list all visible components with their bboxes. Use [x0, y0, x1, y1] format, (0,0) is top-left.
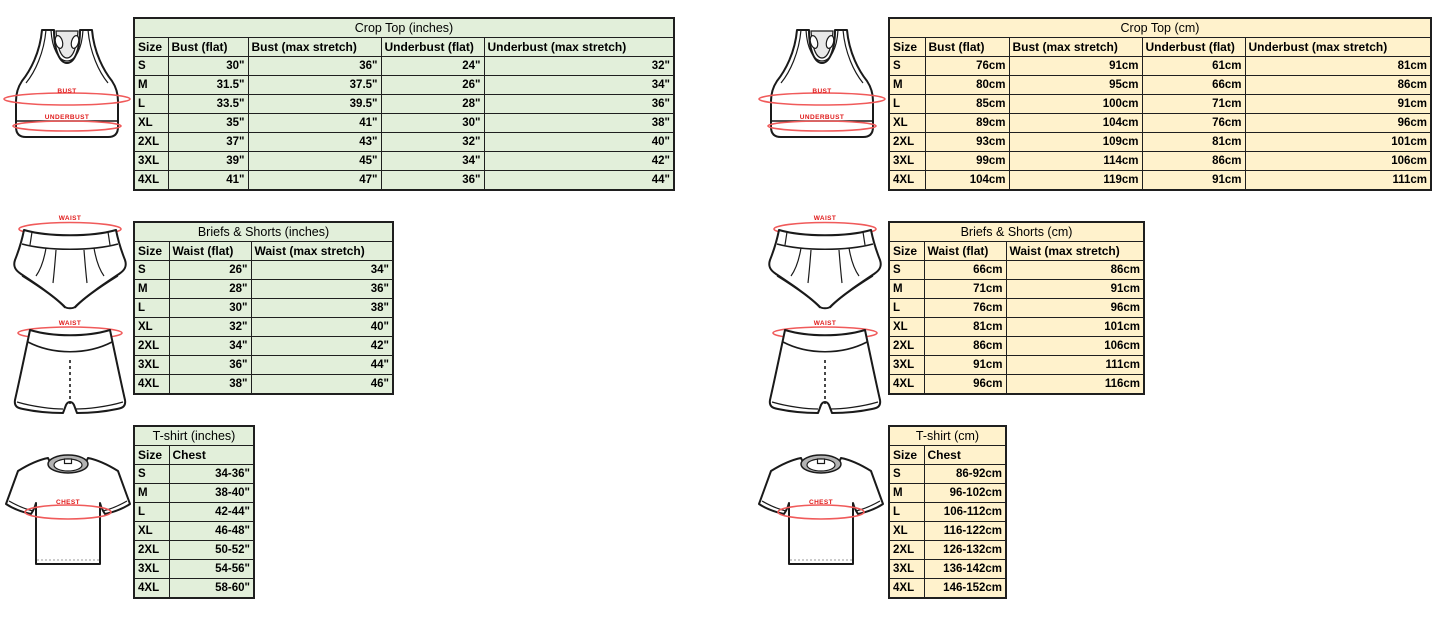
- column-header: Waist (flat): [924, 242, 1006, 261]
- column-header: Size: [889, 446, 924, 465]
- column-header: Underbust (flat): [1142, 38, 1245, 57]
- value-cell: 38-40": [169, 484, 254, 503]
- table-row: [889, 318, 1144, 337]
- table-row: [134, 95, 674, 114]
- value-cell: 36": [251, 280, 393, 299]
- value-cell: 28": [381, 95, 484, 114]
- value-cell: 46-48": [169, 522, 254, 541]
- table-title-row: [134, 18, 674, 38]
- table-row: [889, 541, 1006, 560]
- table-row: [889, 465, 1006, 484]
- table-title-row: [134, 426, 254, 446]
- shorts-outline: [770, 330, 880, 413]
- column-header: Chest: [924, 446, 1006, 465]
- table-row: [134, 261, 393, 280]
- table-title: Briefs & Shorts (inches): [134, 222, 393, 242]
- crop-top-illustration: [2, 27, 132, 141]
- table-row: [134, 503, 254, 522]
- size-cell: 2XL: [889, 133, 925, 152]
- value-cell: 80cm: [925, 76, 1009, 95]
- column-header: Size: [134, 38, 168, 57]
- value-cell: 36": [169, 356, 251, 375]
- table-row: [134, 152, 674, 171]
- bust-label: BUST: [812, 88, 832, 95]
- value-cell: 71cm: [1142, 95, 1245, 114]
- value-cell: 32": [484, 57, 674, 76]
- value-cell: 34": [169, 337, 251, 356]
- size-cell: 3XL: [134, 560, 169, 579]
- value-cell: 54-56": [169, 560, 254, 579]
- value-cell: 111cm: [1006, 356, 1144, 375]
- column-header: Underbust (max stretch): [1245, 38, 1431, 57]
- size-cell: 4XL: [134, 171, 168, 191]
- size-cell: 4XL: [889, 579, 924, 599]
- value-cell: 95cm: [1009, 76, 1142, 95]
- column-header: Size: [134, 242, 169, 261]
- value-cell: 96cm: [1245, 114, 1431, 133]
- table-row: [134, 337, 393, 356]
- value-cell: 46": [251, 375, 393, 395]
- table-row: [889, 114, 1431, 133]
- value-cell: 44": [484, 171, 674, 191]
- briefs-illustration: [8, 208, 130, 310]
- chest-label: CHEST: [808, 499, 834, 506]
- table-title: T-shirt (cm): [889, 426, 1006, 446]
- value-cell: 76cm: [925, 57, 1009, 76]
- value-cell: 34": [381, 152, 484, 171]
- value-cell: 109cm: [1009, 133, 1142, 152]
- value-cell: 104cm: [1009, 114, 1142, 133]
- value-cell: 45": [248, 152, 381, 171]
- column-header: Size: [889, 38, 925, 57]
- value-cell: 35": [168, 114, 248, 133]
- value-cell: 33.5": [168, 95, 248, 114]
- value-cell: 119cm: [1009, 171, 1142, 191]
- size-cell: S: [134, 465, 169, 484]
- value-cell: 96-102cm: [924, 484, 1006, 503]
- size-cell: S: [889, 57, 925, 76]
- value-cell: 42": [251, 337, 393, 356]
- table-header-row: [134, 446, 254, 465]
- value-cell: 42-44": [169, 503, 254, 522]
- table-row: [134, 579, 254, 599]
- value-cell: 126-132cm: [924, 541, 1006, 560]
- table-row: [134, 522, 254, 541]
- value-cell: 39.5": [248, 95, 381, 114]
- table-row: [889, 280, 1144, 299]
- value-cell: 91cm: [1245, 95, 1431, 114]
- value-cell: 66cm: [1142, 76, 1245, 95]
- size-cell: XL: [889, 114, 925, 133]
- value-cell: 93cm: [925, 133, 1009, 152]
- value-cell: 81cm: [1142, 133, 1245, 152]
- table-row: [134, 541, 254, 560]
- table-row: [889, 152, 1431, 171]
- table-header-row: [134, 242, 393, 261]
- value-cell: 39": [168, 152, 248, 171]
- table-row: [889, 375, 1144, 395]
- size-cell: M: [889, 76, 925, 95]
- value-cell: 32": [381, 133, 484, 152]
- value-cell: 76cm: [1142, 114, 1245, 133]
- column-header: Waist (flat): [169, 242, 251, 261]
- table-row: [134, 171, 674, 191]
- tshirt-illustration: [757, 452, 885, 570]
- size-cell: 3XL: [889, 560, 924, 579]
- value-cell: 96cm: [924, 375, 1006, 395]
- tshirt-illustration: [4, 452, 132, 570]
- value-cell: 101cm: [1245, 133, 1431, 152]
- table-title-row: [134, 222, 393, 242]
- table-row: [134, 484, 254, 503]
- value-cell: 91cm: [1009, 57, 1142, 76]
- value-cell: 30": [381, 114, 484, 133]
- value-cell: 86cm: [1006, 261, 1144, 280]
- value-cell: 85cm: [925, 95, 1009, 114]
- value-cell: 26": [169, 261, 251, 280]
- column-header: Underbust (max stretch): [484, 38, 674, 57]
- value-cell: 99cm: [925, 152, 1009, 171]
- bust-label: BUST: [57, 88, 77, 95]
- column-header: Waist (max stretch): [251, 242, 393, 261]
- waist-label: WAIST: [813, 215, 837, 222]
- column-header: Bust (flat): [925, 38, 1009, 57]
- size-cell: 2XL: [134, 541, 169, 560]
- table-row: [134, 560, 254, 579]
- value-cell: 36": [381, 171, 484, 191]
- table-title-row: [889, 222, 1144, 242]
- size-cell: L: [889, 503, 924, 522]
- table-row: [889, 356, 1144, 375]
- value-cell: 89cm: [925, 114, 1009, 133]
- value-cell: 101cm: [1006, 318, 1144, 337]
- column-header: Size: [889, 242, 924, 261]
- size-cell: S: [889, 465, 924, 484]
- value-cell: 146-152cm: [924, 579, 1006, 599]
- size-cell: L: [889, 95, 925, 114]
- waist-label: WAIST: [58, 215, 82, 222]
- column-header: Chest: [169, 446, 254, 465]
- table-row: [889, 133, 1431, 152]
- size-cell: XL: [134, 318, 169, 337]
- value-cell: 86cm: [1142, 152, 1245, 171]
- size-cell: XL: [889, 318, 924, 337]
- value-cell: 37": [168, 133, 248, 152]
- value-cell: 91cm: [1142, 171, 1245, 191]
- size-cell: S: [134, 261, 169, 280]
- value-cell: 31.5": [168, 76, 248, 95]
- size-cell: S: [889, 261, 924, 280]
- underbust-label: UNDERBUST: [44, 114, 90, 121]
- chest-label: CHEST: [55, 499, 81, 506]
- column-header: Bust (max stretch): [1009, 38, 1142, 57]
- value-cell: 41": [248, 114, 381, 133]
- size-cell: 2XL: [889, 541, 924, 560]
- collar-tag: [65, 459, 72, 464]
- size-cell: 2XL: [134, 133, 168, 152]
- table-row: [889, 484, 1006, 503]
- value-cell: 28": [169, 280, 251, 299]
- value-cell: 86-92cm: [924, 465, 1006, 484]
- value-cell: 47": [248, 171, 381, 191]
- table-row: [134, 76, 674, 95]
- tshirt-cm-table: [888, 425, 1007, 599]
- table-title: Crop Top (cm): [889, 18, 1431, 38]
- value-cell: 34": [251, 261, 393, 280]
- column-header: Size: [134, 446, 169, 465]
- table-row: [889, 579, 1006, 599]
- value-cell: 100cm: [1009, 95, 1142, 114]
- value-cell: 26": [381, 76, 484, 95]
- value-cell: 38": [484, 114, 674, 133]
- value-cell: 106-112cm: [924, 503, 1006, 522]
- table-row: [889, 57, 1431, 76]
- size-cell: 4XL: [134, 579, 169, 599]
- size-cell: 4XL: [889, 171, 925, 191]
- table-header-row: [889, 446, 1006, 465]
- waist-label: WAIST: [813, 320, 837, 327]
- size-cell: L: [134, 503, 169, 522]
- column-header: Bust (flat): [168, 38, 248, 57]
- value-cell: 91cm: [924, 356, 1006, 375]
- value-cell: 37.5": [248, 76, 381, 95]
- value-cell: 38": [251, 299, 393, 318]
- value-cell: 81cm: [1245, 57, 1431, 76]
- table-title-row: [889, 426, 1006, 446]
- table-header-row: [134, 38, 674, 57]
- table-row: [134, 57, 674, 76]
- size-cell: 3XL: [889, 152, 925, 171]
- value-cell: 40": [251, 318, 393, 337]
- value-cell: 36": [248, 57, 381, 76]
- value-cell: 86cm: [924, 337, 1006, 356]
- collar-tag: [818, 459, 825, 464]
- value-cell: 40": [484, 133, 674, 152]
- value-cell: 44": [251, 356, 393, 375]
- size-cell: 2XL: [134, 337, 169, 356]
- table-row: [134, 356, 393, 375]
- table-row: [134, 280, 393, 299]
- size-cell: L: [134, 299, 169, 318]
- size-cell: 4XL: [134, 375, 169, 395]
- value-cell: 30": [169, 299, 251, 318]
- size-cell: XL: [134, 522, 169, 541]
- value-cell: 42": [484, 152, 674, 171]
- value-cell: 34": [484, 76, 674, 95]
- table-row: [889, 560, 1006, 579]
- column-header: Underbust (flat): [381, 38, 484, 57]
- tshirt-inches-table: [133, 425, 255, 599]
- table-header-row: [889, 38, 1431, 57]
- value-cell: 136-142cm: [924, 560, 1006, 579]
- size-cell: 2XL: [889, 337, 924, 356]
- value-cell: 24": [381, 57, 484, 76]
- value-cell: 96cm: [1006, 299, 1144, 318]
- value-cell: 43": [248, 133, 381, 152]
- size-cell: 3XL: [134, 356, 169, 375]
- value-cell: 114cm: [1009, 152, 1142, 171]
- shorts-illustration: [8, 316, 130, 416]
- briefs-illustration: [763, 208, 885, 310]
- table-title: Crop Top (inches): [134, 18, 674, 38]
- value-cell: 104cm: [925, 171, 1009, 191]
- shorts-illustration: [763, 316, 885, 416]
- shorts-outline: [15, 330, 125, 413]
- value-cell: 76cm: [924, 299, 1006, 318]
- table-row: [889, 95, 1431, 114]
- value-cell: 106cm: [1245, 152, 1431, 171]
- table-row: [889, 503, 1006, 522]
- table-row: [889, 299, 1144, 318]
- table-row: [134, 375, 393, 395]
- size-cell: L: [134, 95, 168, 114]
- size-cell: M: [889, 484, 924, 503]
- value-cell: 30": [168, 57, 248, 76]
- table-row: [134, 133, 674, 152]
- value-cell: 71cm: [924, 280, 1006, 299]
- table-row: [889, 337, 1144, 356]
- value-cell: 34-36": [169, 465, 254, 484]
- size-cell: M: [134, 76, 168, 95]
- value-cell: 58-60": [169, 579, 254, 599]
- size-cell: S: [134, 57, 168, 76]
- table-row: [134, 318, 393, 337]
- table-row: [134, 465, 254, 484]
- value-cell: 81cm: [924, 318, 1006, 337]
- value-cell: 66cm: [924, 261, 1006, 280]
- size-cell: 4XL: [889, 375, 924, 395]
- column-header: Waist (max stretch): [1006, 242, 1144, 261]
- table-row: [889, 76, 1431, 95]
- waist-label: WAIST: [58, 320, 82, 327]
- table-title: Briefs & Shorts (cm): [889, 222, 1144, 242]
- size-cell: XL: [134, 114, 168, 133]
- briefs-shorts-cm-table: [888, 221, 1145, 395]
- value-cell: 50-52": [169, 541, 254, 560]
- table-title: T-shirt (inches): [134, 426, 254, 446]
- value-cell: 116cm: [1006, 375, 1144, 395]
- table-row: [889, 522, 1006, 541]
- value-cell: 106cm: [1006, 337, 1144, 356]
- value-cell: 86cm: [1245, 76, 1431, 95]
- size-cell: 3XL: [134, 152, 168, 171]
- value-cell: 32": [169, 318, 251, 337]
- value-cell: 41": [168, 171, 248, 191]
- briefs-shorts-inches-table: [133, 221, 394, 395]
- table-row: [134, 114, 674, 133]
- size-cell: M: [134, 484, 169, 503]
- size-cell: M: [134, 280, 169, 299]
- underbust-label: UNDERBUST: [799, 114, 845, 121]
- value-cell: 36": [484, 95, 674, 114]
- crop-top-cm-table: [888, 17, 1432, 191]
- value-cell: 116-122cm: [924, 522, 1006, 541]
- size-cell: 3XL: [889, 356, 924, 375]
- column-header: Bust (max stretch): [248, 38, 381, 57]
- table-row: [889, 171, 1431, 191]
- table-row: [889, 261, 1144, 280]
- table-title-row: [889, 18, 1431, 38]
- table-row: [134, 299, 393, 318]
- crop-top-illustration: [757, 27, 887, 141]
- value-cell: 111cm: [1245, 171, 1431, 191]
- table-header-row: [889, 242, 1144, 261]
- value-cell: 38": [169, 375, 251, 395]
- crop-top-inches-table: [133, 17, 675, 191]
- size-cell: XL: [889, 522, 924, 541]
- value-cell: 91cm: [1006, 280, 1144, 299]
- size-cell: M: [889, 280, 924, 299]
- size-cell: L: [889, 299, 924, 318]
- value-cell: 61cm: [1142, 57, 1245, 76]
